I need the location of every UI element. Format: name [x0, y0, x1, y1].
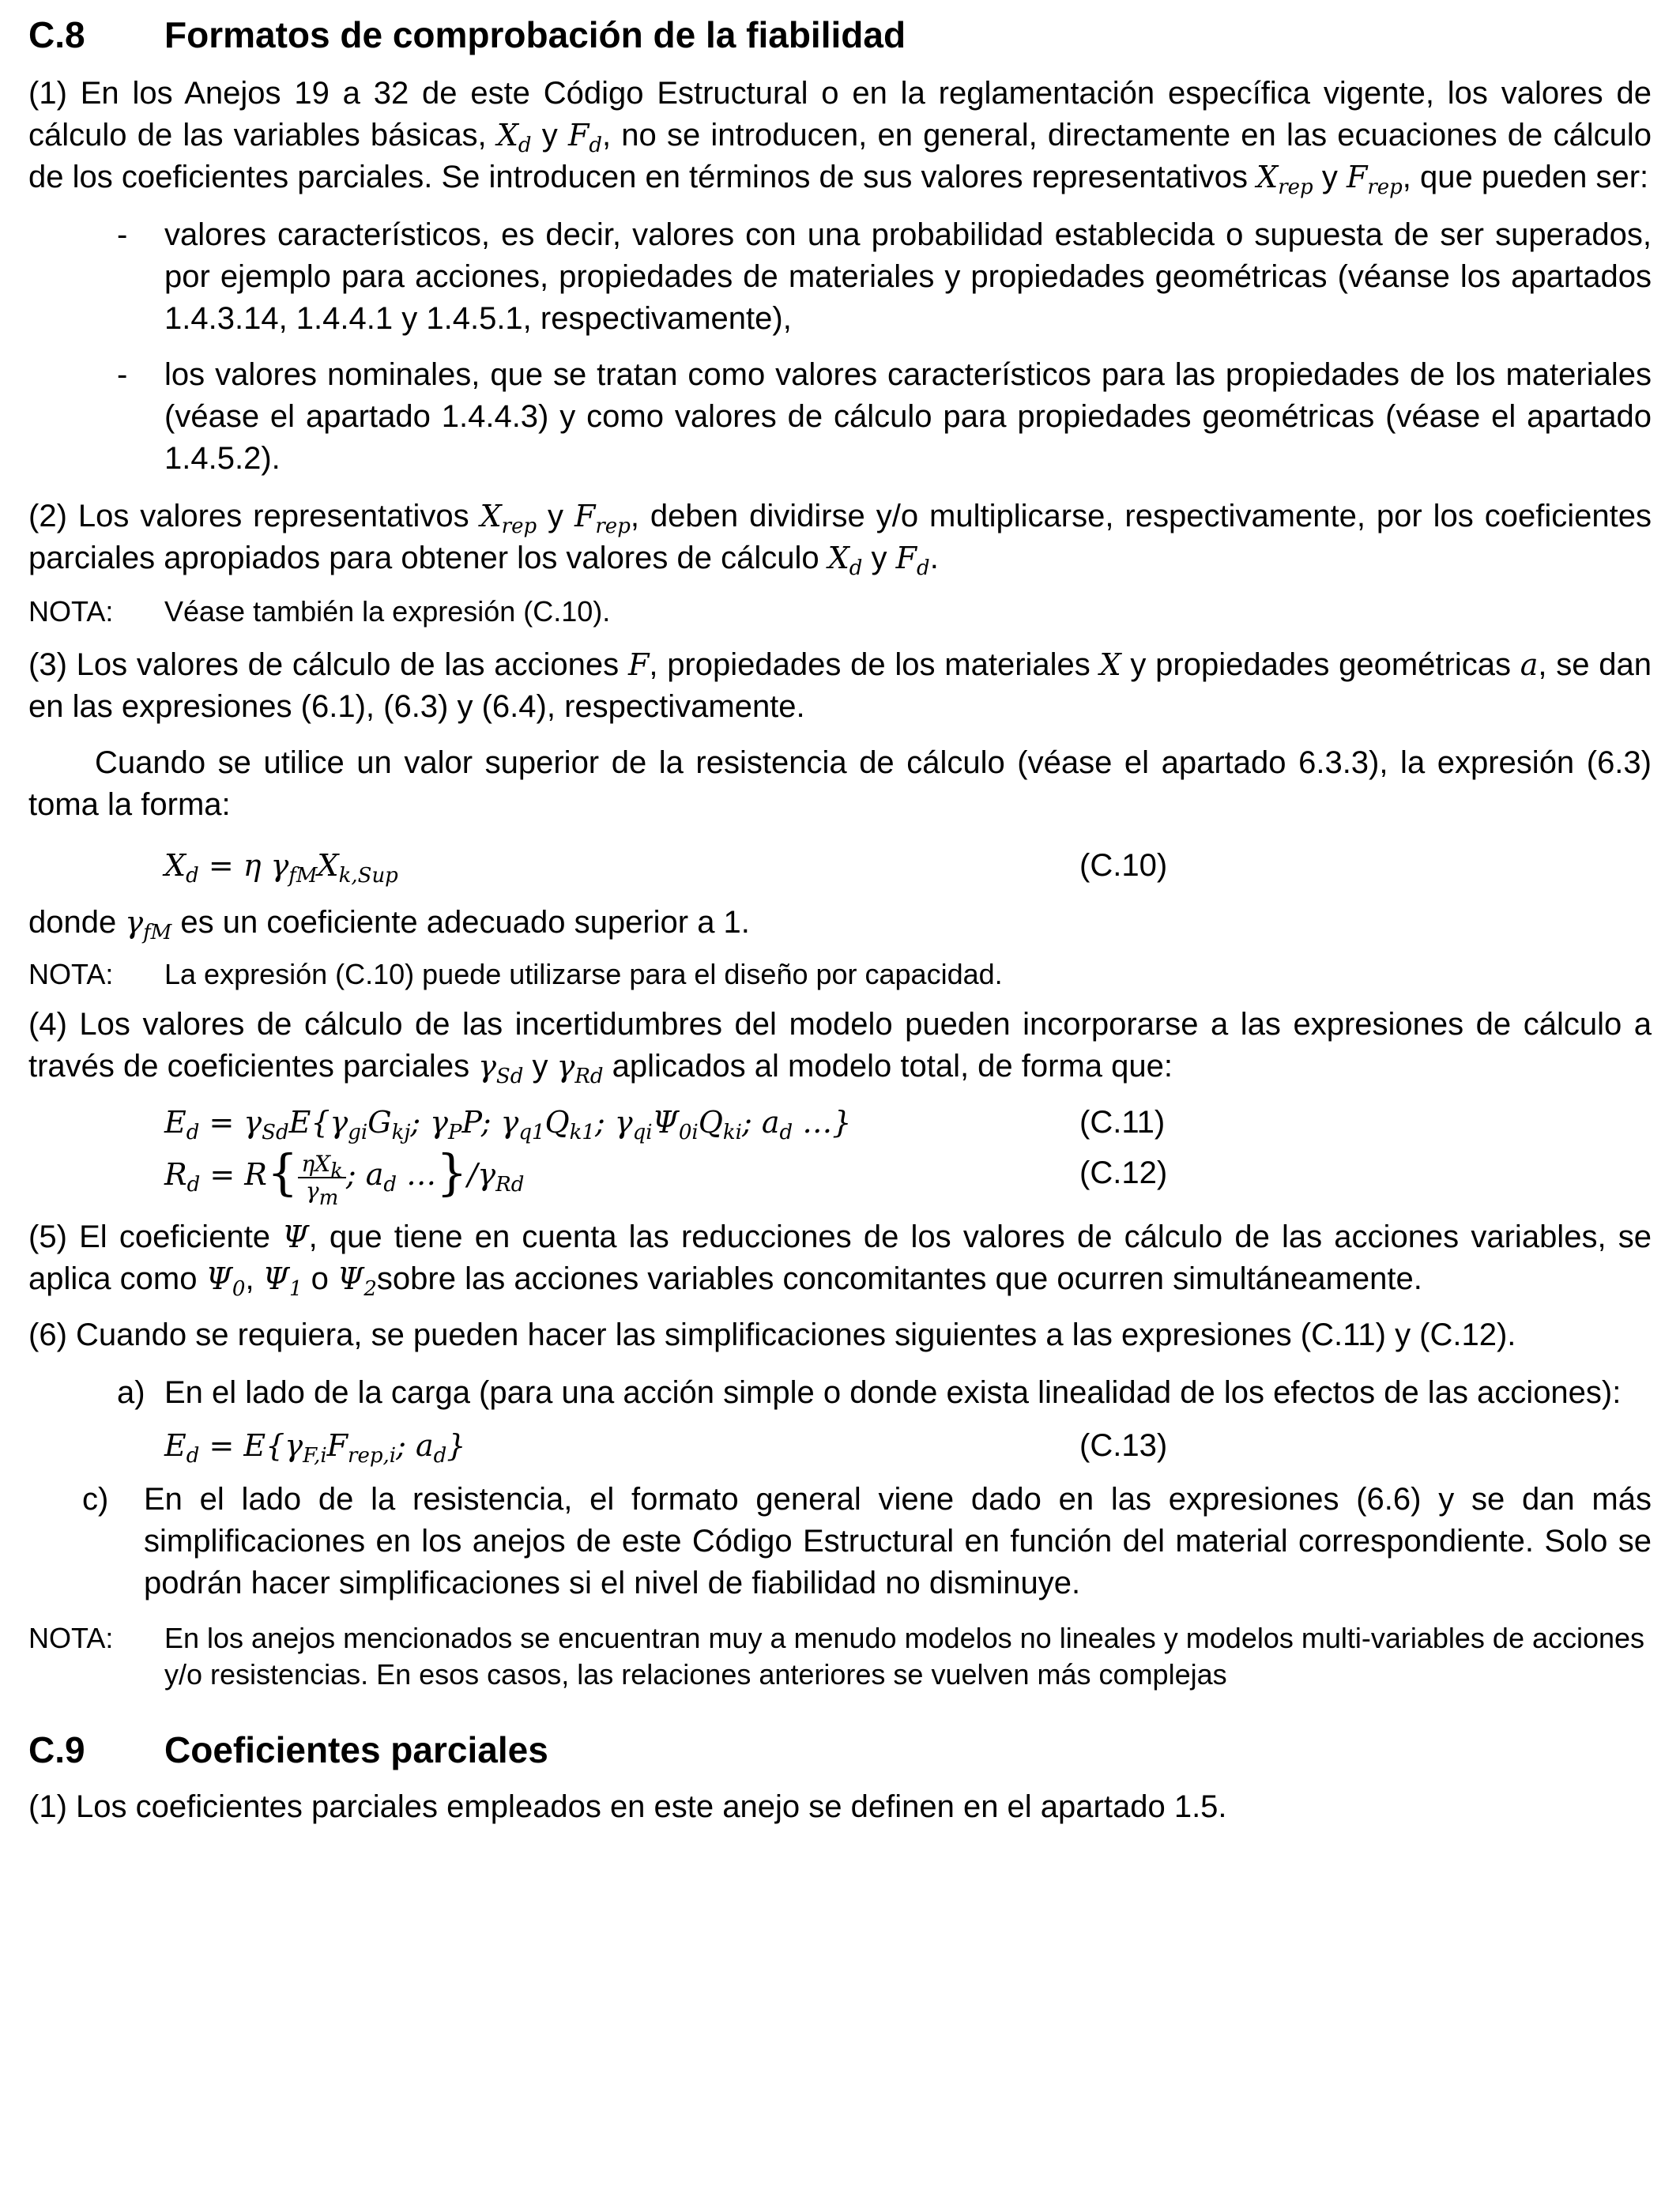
math-xd: $X_d$: [827, 541, 863, 580]
equation-expression: $E_d = \gamma_{Sd}E\{\gamma_{gi}G_{kj}$; $\gamma_PP$; $\gamma_{q1}Q_{k1}$; $\gamma_{qi}\Psi_{0i}Q_{ki}$; $a_d$ …}: [164, 1105, 852, 1144]
equation-number: (C.10): [1079, 848, 1168, 883]
equation-expression: $R_d = R${ $\frac{\eta X_k}{\gamma_m}$ ; $a_d$ $\dots\}/\gamma_{Rd}$: [164, 1144, 525, 1210]
paragraph-3: (3) Los valores de cálculo de las acciones F, propiedades de los materiales X y propiedades geométricas a, se dan en las expresiones (6.1), (6.3) y (6.4), respectivamente.: [28, 647, 1652, 724]
paragraph-1: (1) En los Anejos 19 a 32 de este Código Estructural o en la reglamentación específica vigente, los valores de cálculo de las variables básicas, $X_d$ y $F_d$, no se introducen, en general, directamente en las ecuaciones de cálculo de los coeficientes parciales. Se introducen en términos de sus valores representativos $X_{rep}$ y $F_{rep}$, que pueden ser:: [28, 76, 1652, 199]
math-psi: Ψ: [282, 1219, 309, 1254]
item-marker: a): [117, 1374, 145, 1410]
math-x: X: [1099, 647, 1121, 682]
note-text: Véase también la expresión (C.10).: [164, 595, 611, 628]
paragraph-c9-1: (1) Los coeficientes parciales empleados en este anejo se definen en el apartado 1.5.: [28, 1789, 1227, 1824]
math-xrep: $X_{rep}$: [1256, 160, 1313, 199]
math-psi1: $\Psi_1$: [262, 1261, 303, 1301]
math-xrep: $X_{rep}$: [480, 499, 537, 538]
math-gamma-sd: $\gamma_{Sd}$: [478, 1049, 524, 1088]
math-gamma-rd: $\gamma_{Rd}$: [556, 1049, 604, 1088]
paragraph-2: (2) Los valores representativos $X_{rep}$ y $F_{rep}$, deben dividirse y/o multiplicarse, respectivamente, por los coeficientes parciales apropiados para obtener los valores de cálculo $X_d$ y $F_d$.: [28, 499, 1652, 580]
document-page: [28, 11, 1652, 1828]
math-psi2: $\Psi_2$: [337, 1261, 377, 1301]
item-text: En el lado de la resistencia, el formato general viene dado en las expresiones (6.6) y se dan más simplificaciones en los anejos de este Código Estructural en función del material correspondiente. Solo se podrán hacer simplificaciones si el nivel de fiabilidad no disminuye.: [144, 1481, 1652, 1600]
bullet-mark: -: [117, 357, 128, 392]
section-title: Coeficientes parciales: [164, 1728, 548, 1770]
list-item: [28, 354, 1652, 480]
math-xd: $X_d$: [496, 118, 532, 157]
note: [28, 594, 1652, 630]
equation-c13: [28, 1423, 1652, 1468]
math-frep: $F_{rep}$: [1346, 160, 1403, 199]
paragraph-3b: Cuando se utilice un valor superior de la resistencia de cálculo (véase el apartado 6.3.3), la expresión (6.3) toma la forma:: [28, 745, 1652, 822]
equation-number: (C.11): [1079, 1105, 1166, 1140]
math-frep: $F_{rep}$: [574, 499, 631, 538]
list-item-a: [28, 1372, 1652, 1414]
paragraph-3c: donde $\gamma_{fM}$ es un coeficiente adecuado superior a 1.: [28, 905, 750, 944]
paragraph-4: (4) Los valores de cálculo de las incertidumbres del modelo pueden incorporarse a las expresiones de cálculo a través de coeficientes parciales $\gamma_{Sd}$ y $\gamma_{Rd}$ aplicados al modelo total, de forma que:: [28, 1007, 1652, 1088]
math-f: F: [627, 647, 650, 682]
note: [28, 1620, 1652, 1693]
math-a: a: [1520, 647, 1539, 682]
paragraph-6: (6) Cuando se requiera, se pueden hacer las simplificaciones siguientes a las expresiones (C.11) y (C.12).: [28, 1317, 1516, 1352]
bullet-mark: -: [117, 217, 128, 252]
note-label: NOTA:: [28, 1621, 114, 1654]
item-text: En el lado de la carga (para una acción simple o donde exista linealidad de los efectos de las acciones):: [164, 1374, 1622, 1410]
note-label: NOTA:: [28, 595, 114, 628]
equation-expression: $E_d = E\{\gamma_{F,i}F_{rep,i}$; $a_d$}: [164, 1427, 466, 1468]
bullet-text: los valores nominales, que se tratan como valores característicos para las propiedades de los materiales (véase el apartado 1.4.4.3) y como valores de cálculo para propiedades geométricas (véase el apartado 1.4.5.2).: [164, 357, 1652, 476]
note-text: La expresión (C.10) puede utilizarse para el diseño por capacidad.: [164, 958, 1003, 990]
section-number: C.9: [28, 1728, 85, 1770]
math-gamma-fm: $\gamma_{fM}$: [125, 905, 172, 944]
equation-c11: [28, 1100, 1652, 1144]
equation-c10: [28, 843, 1652, 888]
section-number: C.8: [28, 14, 85, 55]
paragraph-5: (5) El coeficiente Ψ, que tiene en cuenta las reducciones de los valores de cálculo de las acciones variables, se aplica como $\Psi_0$, $\Psi_1$ o $\Psi_2sobre$ las acciones variables concomitantes que ocurren simultáneamente.: [28, 1219, 1652, 1301]
item-marker: c): [82, 1481, 109, 1517]
list-item: [28, 214, 1652, 340]
equation-expression: $X_d = \eta$ $\gamma_{fM}X_{k,Sup}$: [164, 848, 398, 888]
bullet-text: valores característicos, es decir, valores con una probabilidad establecida o supuesta de ser superados, por ejemplo para acciones, propiedades de materiales y propiedades geométricas (véanse los apartados 1.4.3.14, 1.4.4.1 y 1.4.5.1, respectivamente),: [164, 217, 1652, 336]
math-fd: $F_d$: [895, 541, 930, 580]
section-c9-heading: [28, 1726, 1652, 1774]
math-psi0: $\Psi_0$: [205, 1261, 246, 1301]
equation-number: (C.13): [1079, 1427, 1168, 1463]
equation-c12: [28, 1144, 1652, 1210]
equation-number: (C.12): [1079, 1155, 1168, 1190]
section-title: Formatos de comprobación de la fiabilidad: [164, 14, 906, 55]
section-c8-heading: [28, 11, 1652, 58]
note-label: NOTA:: [28, 958, 114, 990]
list-item-c: [28, 1479, 1652, 1604]
note-text: En los anejos mencionados se encuentran muy a menudo modelos no lineales y modelos multi-variables de acciones y/o resistencias. En esos casos, las relaciones anteriores se vuelven más complejas: [164, 1621, 1645, 1691]
note: [28, 956, 1652, 993]
math-fd: $F_d$: [567, 118, 602, 157]
